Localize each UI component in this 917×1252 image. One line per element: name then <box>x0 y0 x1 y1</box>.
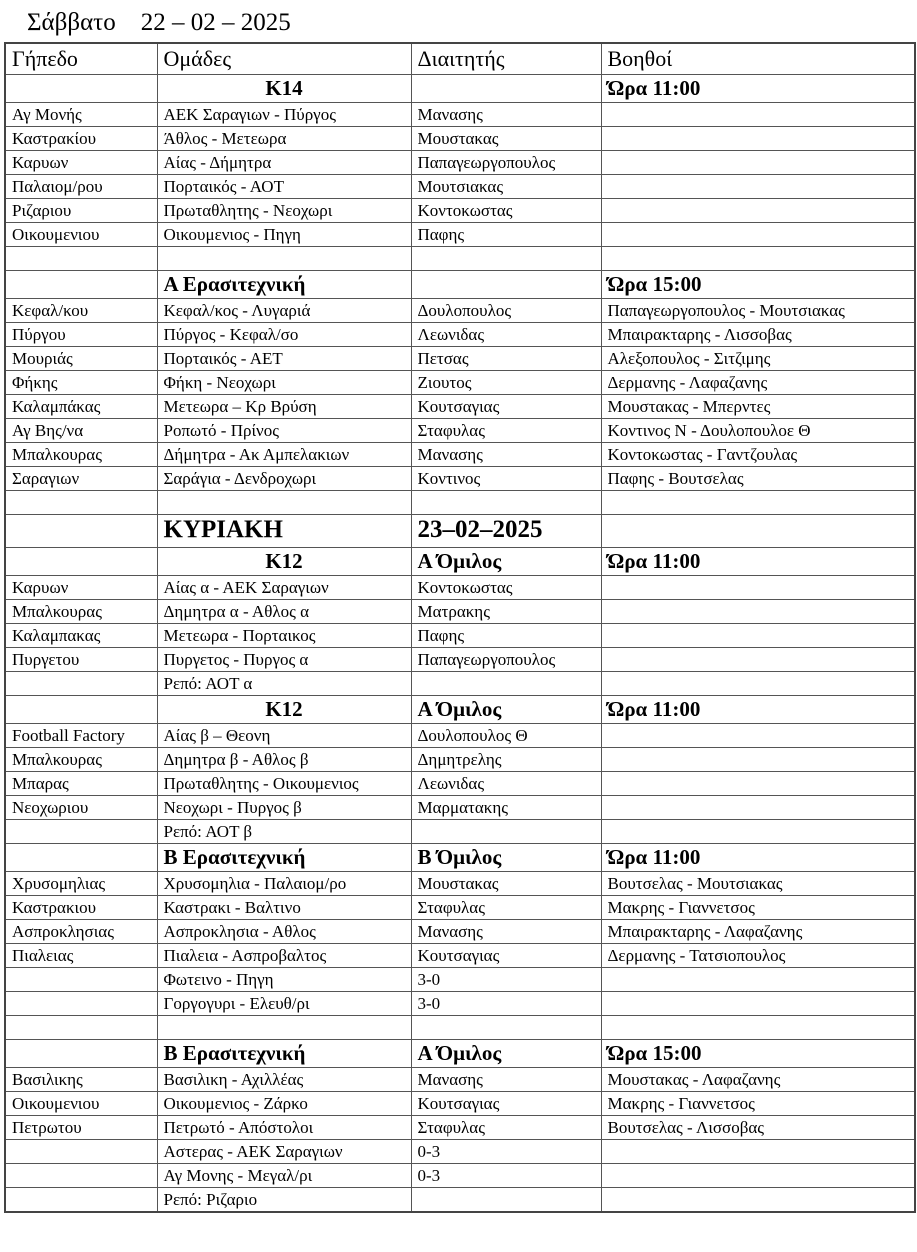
referee-cell <box>411 75 601 103</box>
referee-cell <box>411 844 601 872</box>
header-field: Γήπεδο <box>5 43 157 75</box>
table-row <box>5 199 915 223</box>
field-cell: Σαραγιων <box>5 467 157 491</box>
referee-cell <box>411 1016 601 1040</box>
referee-cell: Ζιουτος <box>411 371 601 395</box>
section-header-row <box>5 1040 915 1068</box>
teams-cell <box>157 1040 411 1068</box>
referee-cell <box>411 515 601 548</box>
teams-cell: Αίας α - ΑΕΚ Σαραγιων <box>157 576 411 600</box>
referee-cell: Παπαγεωργοπουλος <box>411 648 601 672</box>
referee-cell: Μαρματακης <box>411 796 601 820</box>
section-header-row <box>5 696 915 724</box>
field-cell <box>5 75 157 103</box>
table-row <box>5 944 915 968</box>
teams-cell: Πρωταθλητης - Οικουμενιος <box>157 772 411 796</box>
section-label: Α Ερασιτεχνική <box>163 271 306 296</box>
assistants-cell: Μουστακας - Λαφαζανης <box>601 1068 915 1092</box>
referee-cell: Μουστακας <box>411 872 601 896</box>
assistants-cell: Παπαγεωργοπουλος - Μουτσιακας <box>601 299 915 323</box>
field-cell: Αγ Μονής <box>5 103 157 127</box>
field-cell: Μπαρας <box>5 772 157 796</box>
assistants-cell <box>601 75 915 103</box>
field-cell: Παλαιομ/ρου <box>5 175 157 199</box>
field-cell: Football Factory <box>5 724 157 748</box>
teams-cell: Μετεωρα – Κρ Βρύση <box>157 395 411 419</box>
teams-cell: Μετεωρα - Πορταικος <box>157 624 411 648</box>
teams-cell: Φήκη - Νεοχωρι <box>157 371 411 395</box>
header-referee: Διαιτητής <box>411 43 601 75</box>
referee-cell: Κουτσαγιας <box>411 944 601 968</box>
teams-cell <box>157 696 411 724</box>
table-row <box>5 992 915 1016</box>
referee-cell: Παφης <box>411 624 601 648</box>
assistants-cell <box>601 1016 915 1040</box>
field-cell: Καλαμπακας <box>5 624 157 648</box>
field-cell <box>5 672 157 696</box>
field-cell: Πύργου <box>5 323 157 347</box>
referee-cell <box>411 820 601 844</box>
table-header-row <box>5 43 915 75</box>
referee-cell: Μουστακας <box>411 127 601 151</box>
referee-cell <box>411 1188 601 1213</box>
assistants-cell <box>601 748 915 772</box>
assistants-cell <box>601 1188 915 1213</box>
assistants-cell <box>601 127 915 151</box>
assistants-cell: Παφης - Βουτσελας <box>601 467 915 491</box>
assistants-cell <box>601 151 915 175</box>
table-row <box>5 371 915 395</box>
section-header-row <box>5 548 915 576</box>
teams-cell: Δημητρα α - Αθλος α <box>157 600 411 624</box>
table-row <box>5 920 915 944</box>
field-cell: Πυργετου <box>5 648 157 672</box>
field-cell: Ριζαριου <box>5 199 157 223</box>
referee-cell: Μανασης <box>411 920 601 944</box>
referee-cell: Μανασης <box>411 443 601 467</box>
field-cell: Καστρακίου <box>5 127 157 151</box>
teams-cell: Καστρακι - Βαλτινο <box>157 896 411 920</box>
table-row <box>5 1016 915 1040</box>
assistants-cell <box>601 992 915 1016</box>
field-cell <box>5 844 157 872</box>
assistants-cell: Μουστακας - Μπερντες <box>601 395 915 419</box>
teams-cell: Ρεπό: ΑΟΤ β <box>157 820 411 844</box>
assistants-cell <box>601 548 915 576</box>
field-cell: Μπαλκουρας <box>5 443 157 467</box>
table-row <box>5 724 915 748</box>
table-row <box>5 896 915 920</box>
referee-cell <box>411 271 601 299</box>
section-label: K12 <box>265 696 303 721</box>
header-teams: Ομάδες <box>157 43 411 75</box>
teams-cell: Πορταικός - ΑΟΤ <box>157 175 411 199</box>
teams-cell: Αίας - Δήμητρα <box>157 151 411 175</box>
table-row <box>5 347 915 371</box>
referee-cell <box>411 1040 601 1068</box>
table-row <box>5 1164 915 1188</box>
teams-cell: Πύργος - Κεφαλ/σο <box>157 323 411 347</box>
teams-cell: Ασπροκλησια - Αθλος <box>157 920 411 944</box>
referee-cell: Παφης <box>411 223 601 247</box>
referee-cell: Μανασης <box>411 1068 601 1092</box>
section-label: Α Όμιλος <box>417 548 502 573</box>
teams-cell: Πρωταθλητης - Νεοχωρι <box>157 199 411 223</box>
assistants-cell <box>601 1040 915 1068</box>
field-cell: Βασιλικης <box>5 1068 157 1092</box>
section-label: Ώρα 11:00 <box>607 75 701 100</box>
teams-cell: ΑΕΚ Σαραγιων - Πύργος <box>157 103 411 127</box>
teams-cell: Γοργογυρι - Ελευθ/ρι <box>157 992 411 1016</box>
field-cell: Πετρωτου <box>5 1116 157 1140</box>
field-cell: Καρυων <box>5 151 157 175</box>
teams-cell: Αγ Μονης - Μεγαλ/ρι <box>157 1164 411 1188</box>
referee-cell <box>411 696 601 724</box>
table-row <box>5 127 915 151</box>
table-row <box>5 648 915 672</box>
section-label: Β Όμιλος <box>417 844 502 869</box>
table-row <box>5 624 915 648</box>
referee-cell: Μουτσιακας <box>411 175 601 199</box>
section-label: Β Ερασιτεχνική <box>163 1040 306 1065</box>
assistants-cell <box>601 772 915 796</box>
header-assistants: Βοηθοί <box>601 43 915 75</box>
teams-cell: Βασιλικη - Αχιλλέας <box>157 1068 411 1092</box>
section-label: Ώρα 11:00 <box>607 548 701 573</box>
teams-cell: Αστερας - ΑΕΚ Σαραγιων <box>157 1140 411 1164</box>
teams-cell: Χρυσομηλια - Παλαιομ/ρο <box>157 872 411 896</box>
referee-cell <box>411 548 601 576</box>
assistants-cell <box>601 223 915 247</box>
referee-cell: Κοντοκωστας <box>411 576 601 600</box>
assistants-cell <box>601 247 915 271</box>
section-label: Α Όμιλος <box>417 1040 502 1065</box>
table-row <box>5 467 915 491</box>
assistants-cell <box>601 491 915 515</box>
assistants-cell: Μπαιρακταρης - Λισσοβας <box>601 323 915 347</box>
teams-cell: Οικουμενιος - Πηγη <box>157 223 411 247</box>
teams-cell: Οικουμενιος - Ζάρκο <box>157 1092 411 1116</box>
section-label: Ώρα 15:00 <box>607 271 702 296</box>
referee-cell: Κοντινος <box>411 467 601 491</box>
assistants-cell <box>601 820 915 844</box>
section-label: Ώρα 11:00 <box>607 844 701 869</box>
field-cell <box>5 1140 157 1164</box>
field-cell <box>5 820 157 844</box>
section-label: Ώρα 15:00 <box>607 1040 702 1065</box>
assistants-cell <box>601 576 915 600</box>
teams-cell: Δημητρα β - Αθλος β <box>157 748 411 772</box>
teams-cell <box>157 271 411 299</box>
field-cell: Καρυων <box>5 576 157 600</box>
teams-cell: Ρεπό: Ριζαριο <box>157 1188 411 1213</box>
assistants-cell: Μπαιρακταρης - Λαφαζανης <box>601 920 915 944</box>
assistants-cell: Μακρης - Γιαννετσος <box>601 896 915 920</box>
table-row <box>5 600 915 624</box>
field-cell <box>5 515 157 548</box>
table-row <box>5 247 915 271</box>
referee-cell: 3-0 <box>411 992 601 1016</box>
assistants-cell: Μακρης - Γιαννετσος <box>601 1092 915 1116</box>
teams-cell: Πορταικός - ΑΕΤ <box>157 347 411 371</box>
field-cell <box>5 271 157 299</box>
referee-cell: Σταφυλας <box>411 419 601 443</box>
teams-cell: Νεοχωρι - Πυργος β <box>157 796 411 820</box>
table-row <box>5 299 915 323</box>
field-cell: Οικουμενιου <box>5 1092 157 1116</box>
referee-cell <box>411 247 601 271</box>
section-header-row <box>5 271 915 299</box>
assistants-cell <box>601 844 915 872</box>
referee-cell: Λεωνιδας <box>411 323 601 347</box>
field-cell: Ασπροκλησιας <box>5 920 157 944</box>
assistants-cell <box>601 199 915 223</box>
assistants-cell: Κοντινος Ν - Δουλοπουλοε Θ <box>601 419 915 443</box>
section-label: Α Όμιλος <box>417 696 502 721</box>
field-cell <box>5 1164 157 1188</box>
assistants-cell <box>601 600 915 624</box>
field-cell: Κεφαλ/κου <box>5 299 157 323</box>
field-cell <box>5 548 157 576</box>
table-row <box>5 103 915 127</box>
referee-cell <box>411 672 601 696</box>
assistants-cell: Αλεξοπουλος - Σιτζιμης <box>601 347 915 371</box>
teams-cell <box>157 548 411 576</box>
teams-cell <box>157 75 411 103</box>
table-row <box>5 1140 915 1164</box>
referee-cell: 0-3 <box>411 1164 601 1188</box>
assistants-cell <box>601 968 915 992</box>
referee-cell: Πετσας <box>411 347 601 371</box>
referee-cell: Δουλοπουλος Θ <box>411 724 601 748</box>
table-row <box>5 223 915 247</box>
assistants-cell: Δερμανης - Τατσιοπουλος <box>601 944 915 968</box>
field-cell: Οικουμενιου <box>5 223 157 247</box>
table-row <box>5 395 915 419</box>
assistants-cell: Δερμανης - Λαφαζανης <box>601 371 915 395</box>
assistants-cell <box>601 724 915 748</box>
field-cell: Νεοχωριου <box>5 796 157 820</box>
section-header-row <box>5 75 915 103</box>
assistants-cell <box>601 696 915 724</box>
teams-cell <box>157 491 411 515</box>
assistants-cell <box>601 672 915 696</box>
assistants-cell <box>601 1164 915 1188</box>
field-cell: Μπαλκουρας <box>5 748 157 772</box>
section-header-row <box>5 844 915 872</box>
field-cell <box>5 491 157 515</box>
table-row <box>5 419 915 443</box>
table-row <box>5 1092 915 1116</box>
teams-cell: Πετρωτό - Απόστολοι <box>157 1116 411 1140</box>
teams-cell: Φωτεινο - Πηγη <box>157 968 411 992</box>
table-row <box>5 796 915 820</box>
teams-cell: Σαράγια - Δενδροχωρι <box>157 467 411 491</box>
table-row <box>5 672 915 696</box>
teams-cell: Ρεπό: ΑΟΤ α <box>157 672 411 696</box>
field-cell: Πιαλειας <box>5 944 157 968</box>
section-label: K12 <box>265 548 303 573</box>
table-row <box>5 151 915 175</box>
teams-cell: Ροπωτό - Πρίνος <box>157 419 411 443</box>
assistants-cell: Βουτσελας - Λισσοβας <box>601 1116 915 1140</box>
table-row <box>5 872 915 896</box>
teams-cell <box>157 247 411 271</box>
document-title: Σάββατο 22 – 02 – 2025 <box>27 9 291 36</box>
field-cell: Χρυσομηλιας <box>5 872 157 896</box>
assistants-cell <box>601 624 915 648</box>
field-cell: Αγ Βης/να <box>5 419 157 443</box>
field-cell <box>5 696 157 724</box>
referee-cell: Σταφυλας <box>411 896 601 920</box>
assistants-cell <box>601 1140 915 1164</box>
table-row <box>5 1116 915 1140</box>
assistants-cell <box>601 515 915 548</box>
referee-cell: Δουλοπουλος <box>411 299 601 323</box>
field-cell: Μουριάς <box>5 347 157 371</box>
field-cell <box>5 992 157 1016</box>
assistants-cell <box>601 271 915 299</box>
teams-cell <box>157 1016 411 1040</box>
referee-cell: Σταφυλας <box>411 1116 601 1140</box>
table-row <box>5 175 915 199</box>
section-label: K14 <box>265 75 303 100</box>
assistants-cell <box>601 648 915 672</box>
table-row <box>5 323 915 347</box>
table-row <box>5 1188 915 1213</box>
teams-cell <box>157 515 411 548</box>
table-row <box>5 1068 915 1092</box>
referee-cell: Μανασης <box>411 103 601 127</box>
table-row <box>5 443 915 467</box>
referee-cell: Δημητρελης <box>411 748 601 772</box>
field-cell <box>5 1188 157 1213</box>
teams-cell: Δήμητρα - Ακ Αμπελακιων <box>157 443 411 467</box>
section-label: 23–02–2025 <box>417 516 543 543</box>
field-cell: Φήκης <box>5 371 157 395</box>
referee-cell: 3-0 <box>411 968 601 992</box>
table-row <box>5 968 915 992</box>
teams-cell: Πιαλεια - Ασπροβαλτος <box>157 944 411 968</box>
table-row <box>5 748 915 772</box>
teams-cell <box>157 844 411 872</box>
referee-cell: 0-3 <box>411 1140 601 1164</box>
table-row <box>5 772 915 796</box>
referee-cell: Παπαγεωργοπουλος <box>411 151 601 175</box>
referee-cell: Κοντοκωστας <box>411 199 601 223</box>
field-cell <box>5 968 157 992</box>
referee-cell: Κουτσαγιας <box>411 395 601 419</box>
referee-cell: Ματρακης <box>411 600 601 624</box>
assistants-cell: Βουτσελας - Μουτσιακας <box>601 872 915 896</box>
field-cell <box>5 1016 157 1040</box>
referee-cell: Κουτσαγιας <box>411 1092 601 1116</box>
field-cell: Μπαλκουρας <box>5 600 157 624</box>
day-header-row <box>5 515 915 548</box>
schedule-table <box>4 42 916 1213</box>
section-label: Β Ερασιτεχνική <box>163 844 306 869</box>
field-cell: Καλαμπάκας <box>5 395 157 419</box>
table-row <box>5 576 915 600</box>
field-cell: Καστρακιου <box>5 896 157 920</box>
teams-cell: Αίας β – Θεονη <box>157 724 411 748</box>
teams-cell: Πυργετος - Πυργος α <box>157 648 411 672</box>
assistants-cell <box>601 175 915 199</box>
section-label: ΚΥΡΙΑΚΗ <box>163 516 283 543</box>
referee-cell: Λεωνιδας <box>411 772 601 796</box>
assistants-cell <box>601 103 915 127</box>
referee-cell <box>411 491 601 515</box>
field-cell <box>5 1040 157 1068</box>
assistants-cell: Κοντοκωστας - Γαντζουλας <box>601 443 915 467</box>
teams-cell: Άθλος - Μετεωρα <box>157 127 411 151</box>
field-cell <box>5 247 157 271</box>
teams-cell: Κεφαλ/κος - Λυγαριά <box>157 299 411 323</box>
table-row <box>5 491 915 515</box>
table-row <box>5 820 915 844</box>
section-label: Ώρα 11:00 <box>607 696 701 721</box>
assistants-cell <box>601 796 915 820</box>
